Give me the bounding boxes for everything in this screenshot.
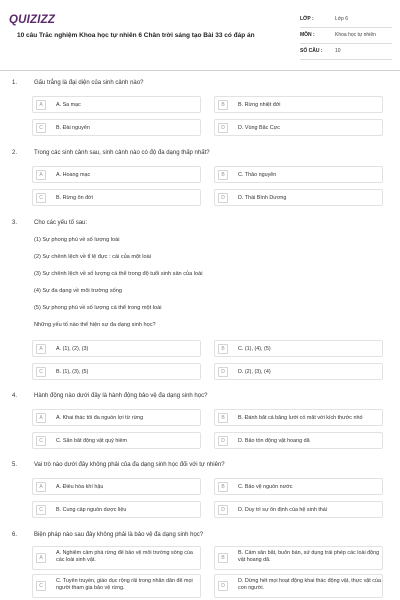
option-a[interactable] bbox=[32, 546, 201, 570]
option-letter: B bbox=[218, 170, 228, 180]
option-text: C. Tuyên truyền, giáo dục rộng rãi trong nhân dân để mọi người tham gia bảo vệ rừng. bbox=[56, 578, 193, 591]
option-b[interactable] bbox=[214, 546, 383, 570]
option-d[interactable] bbox=[214, 189, 383, 206]
statement-line: (5) Sự phong phú về số lượng cá thể trong một loài bbox=[34, 305, 162, 311]
option-d[interactable] bbox=[214, 574, 383, 598]
option-text: C. (1), (4), (5) bbox=[238, 346, 271, 352]
option-text: D. Dừng hết mọi hoạt động khai thác động vật, thực vật của con người. bbox=[238, 578, 381, 591]
worksheet-meta bbox=[300, 12, 392, 60]
option-text: C. Săn bắt động vật quý hiếm bbox=[56, 438, 128, 444]
option-c[interactable] bbox=[32, 119, 201, 136]
option-letter: D bbox=[218, 581, 228, 591]
option-letter: B bbox=[218, 482, 228, 492]
option-c[interactable] bbox=[32, 501, 201, 518]
option-text: D. Thái Bình Dương bbox=[238, 195, 287, 201]
option-d[interactable] bbox=[214, 501, 383, 518]
option-text: B. Cung cấp nguồn dược liệu bbox=[56, 507, 127, 513]
question-text: Trong các sinh cảnh sau, sinh cảnh nào có độ đa dạng thấp nhất? bbox=[34, 150, 210, 156]
meta-subject-row bbox=[300, 28, 392, 44]
option-letter: C bbox=[36, 123, 46, 133]
option-b[interactable] bbox=[214, 96, 383, 113]
question-number: 4. bbox=[12, 393, 18, 399]
option-text: D. (2), (3), (4) bbox=[238, 369, 271, 375]
option-letter: D bbox=[218, 193, 228, 203]
option-letter: A bbox=[36, 100, 46, 110]
option-text: A. Sa mạc bbox=[56, 102, 81, 108]
option-text: B. (1), (3), (5) bbox=[56, 369, 89, 375]
option-text: A. Khai thác tối đa nguồn lợi từ rừng bbox=[56, 415, 144, 421]
statement-line: (4) Sự đa dạng về môi trường sống bbox=[34, 288, 122, 294]
worksheet-title: 10 câu Trắc nghiệm Khoa học tự nhiên 6 Chân trời sáng tạo Bài 33 có đáp án bbox=[17, 32, 255, 39]
option-c[interactable] bbox=[32, 363, 201, 380]
option-a[interactable] bbox=[32, 96, 201, 113]
question-text: Hành động nào dưới đây là hành động bảo vệ đa dạng sinh học? bbox=[34, 393, 208, 399]
meta-class-row bbox=[300, 12, 392, 28]
option-letter: A bbox=[36, 344, 46, 354]
question-number: 6. bbox=[12, 532, 18, 538]
option-text: A. Nghiêm cấm phá rừng để bảo vệ môi trường sống của các loài sinh vật. bbox=[56, 550, 193, 563]
question-text: Gấu trắng là đại diện của sinh cảnh nào? bbox=[34, 80, 144, 86]
option-letter: A bbox=[36, 553, 46, 563]
option-a[interactable] bbox=[32, 478, 201, 495]
option-text: B. Đài nguyên bbox=[56, 125, 90, 131]
worksheet-header bbox=[0, 0, 400, 68]
option-letter: B bbox=[218, 553, 228, 563]
option-text: A. Điều hòa khí hậu bbox=[56, 484, 104, 490]
meta-class-value: Lớp 6 bbox=[335, 16, 349, 22]
meta-class-label: LỚP : bbox=[300, 16, 314, 22]
option-letter: C bbox=[36, 505, 46, 515]
option-c[interactable] bbox=[32, 574, 201, 598]
statement-line: Những yếu tố nào thể hiện sự đa dạng sinh học? bbox=[34, 322, 156, 328]
option-letter: C bbox=[36, 436, 46, 446]
meta-subject-label: MÔN : bbox=[300, 32, 315, 38]
option-letter: D bbox=[218, 436, 228, 446]
option-c[interactable] bbox=[32, 189, 201, 206]
option-text: D. Bảo tồn động vật hoang dã bbox=[238, 438, 310, 444]
question-number: 2. bbox=[12, 150, 18, 156]
question-number: 3. bbox=[12, 220, 18, 226]
option-letter: A bbox=[36, 482, 46, 492]
option-letter: C bbox=[36, 367, 46, 377]
statement-line: (3) Sự chênh lệch về số lượng cá thể trong độ tuổi sinh sản của loài bbox=[34, 271, 203, 277]
option-c[interactable] bbox=[32, 432, 201, 449]
meta-subject-value: Khoa học tự nhiên bbox=[335, 32, 376, 38]
question-number: 5. bbox=[12, 462, 18, 468]
option-d[interactable] bbox=[214, 363, 383, 380]
option-a[interactable] bbox=[32, 166, 201, 183]
option-a[interactable] bbox=[32, 409, 201, 426]
statement-line: (2) Sự chênh lệch về tỉ lệ đực : cái của một loài bbox=[34, 254, 151, 260]
option-letter: C bbox=[36, 581, 46, 591]
option-a[interactable] bbox=[32, 340, 201, 357]
question-text: Biện pháp nào sau đây không phải là bảo vệ đa dạng sinh học? bbox=[34, 532, 204, 538]
option-text: B. Rừng nhiệt đới bbox=[238, 102, 281, 108]
option-letter: B bbox=[218, 413, 228, 423]
option-d[interactable] bbox=[214, 119, 383, 136]
option-letter: B bbox=[218, 100, 228, 110]
option-letter: D bbox=[218, 505, 228, 515]
option-letter: C bbox=[36, 193, 46, 203]
option-text: B. Cấm săn bắt, buôn bán, sử dụng trái phép các loài động vật hoang dã. bbox=[238, 550, 380, 563]
option-text: B. Đánh bắt cá bằng lưới có mắt với kích thước nhỏ bbox=[238, 415, 363, 421]
option-b[interactable] bbox=[214, 340, 383, 357]
option-text: D. Vùng Bắc Cực bbox=[238, 125, 280, 131]
option-text: A. (1), (2), (3) bbox=[56, 346, 89, 352]
option-text: C. Bảo vệ nguồn nước bbox=[238, 484, 293, 490]
option-letter: D bbox=[218, 367, 228, 377]
option-letter: A bbox=[36, 170, 46, 180]
question-number: 1. bbox=[12, 80, 18, 86]
question-text: Cho các yếu tố sau: bbox=[34, 220, 88, 226]
meta-count-row bbox=[300, 44, 392, 60]
header-divider bbox=[0, 70, 400, 71]
option-b[interactable] bbox=[214, 478, 383, 495]
option-b[interactable] bbox=[214, 166, 383, 183]
option-letter: B bbox=[218, 344, 228, 354]
meta-count-value: 10 bbox=[335, 48, 341, 54]
option-text: A. Hoang mạc bbox=[56, 172, 91, 178]
option-letter: A bbox=[36, 413, 46, 423]
quizizz-logo: QUIZIZZ bbox=[9, 14, 56, 26]
question-text: Vai trò nào dưới đây không phải của đa dạng sinh học đối với tự nhiên? bbox=[34, 462, 225, 468]
statement-line: (1) Sự phong phú về số lượng loài bbox=[34, 237, 120, 243]
meta-count-label: SỐ CÂU : bbox=[300, 48, 323, 54]
option-text: D. Duy trì sự ổn định của hệ sinh thái bbox=[238, 507, 328, 513]
option-letter: D bbox=[218, 123, 228, 133]
option-d[interactable] bbox=[214, 432, 383, 449]
option-text: B. Rừng ôn đới bbox=[56, 195, 93, 201]
option-text: C. Thảo nguyên bbox=[238, 172, 277, 178]
option-b[interactable] bbox=[214, 409, 383, 426]
